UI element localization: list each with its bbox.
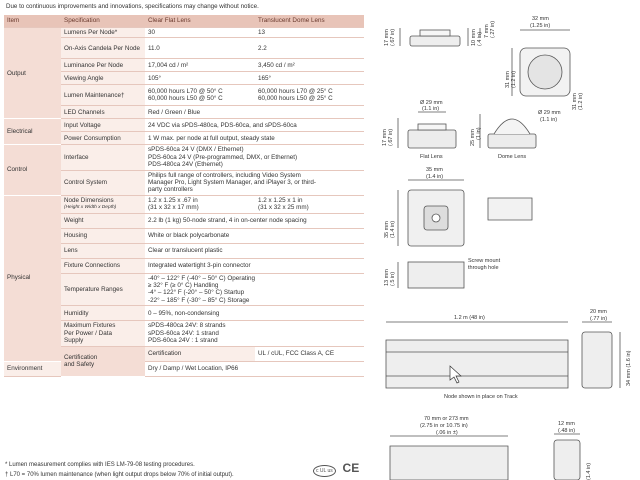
spec-value: 1 W max. per node at full output, steady state: [145, 132, 364, 145]
spec-line: ≥ 32° F (≥ 0° C) Handling: [148, 282, 219, 290]
spec-value-clear: [145, 195, 255, 213]
dim-label: (.4 in): [477, 31, 483, 46]
spec-value: Dry / Damp / Wet Location, IP66: [145, 361, 364, 376]
dim-label: 31 mm: [572, 93, 578, 110]
spec-line: -40° – 122° F (-40° – 50° C) Operating: [148, 274, 256, 282]
spec-value: 2.2 lb (1 kg) 50-node strand, 4 in on-center node spacing: [145, 213, 364, 228]
header-item: Item: [4, 15, 61, 28]
spec-value: 0 – 95%, non-condensing: [145, 306, 364, 321]
category-output: Output: [4, 28, 61, 119]
spec-line: (31 x 32 x 17 mm): [148, 204, 199, 212]
spec-label-max-fixtures: [61, 321, 145, 346]
spec-label: Interface: [61, 145, 145, 170]
dim-label: 7 mm: [484, 24, 490, 38]
spec-label: Certification: [145, 346, 255, 361]
spec-line: PDS-60ca 24 V (Pre-programmed, DMX, or Ethernet): [148, 153, 298, 161]
dimension-drawings: [368, 0, 640, 480]
spec-value-clear: 30: [145, 28, 255, 38]
flat-lens-side-view: [410, 36, 460, 46]
spec-label: Lumens Per Node*: [61, 28, 145, 38]
dim-label: (.67 in): [388, 128, 394, 146]
dim-label: (2.75 in or 10.75 in): [420, 423, 468, 429]
dim-label: 32 mm: [532, 16, 549, 22]
spec-label: Temperature Ranges: [61, 273, 145, 306]
spec-value-dome: 3,450 cd / m²: [255, 59, 364, 72]
spec-line: 60,000 hours L50 @ 25° C: [258, 95, 333, 103]
spec-value: White or black polycarbonate: [145, 228, 364, 243]
category-electrical: Electrical: [4, 119, 61, 145]
category-control: Control: [4, 145, 61, 195]
spec-change-notice: Due to continuous improvements and innovations, specifications may change without notice.: [6, 3, 259, 10]
spec-label: Control System: [61, 170, 145, 195]
spec-line: Philips full range of controllers, including Video System: [148, 171, 301, 179]
spec-label: Node Dimensions: [64, 196, 114, 204]
footnote-maintenance: † L70 = 70% lumen maintenance (when light output drops below 70% of initial output).: [5, 472, 234, 478]
dim-label: (1.4 in): [586, 462, 592, 480]
table-row: [4, 145, 364, 170]
spec-label: Supply: [64, 337, 84, 345]
dim-label: (1.4 in): [426, 174, 444, 180]
spec-line: 1.2 x 1.25 x 1 in: [258, 196, 303, 204]
dim-label: 12 mm: [558, 421, 575, 427]
track-end-view: [582, 332, 612, 388]
screw-note: Screw mount: [468, 258, 501, 264]
spec-value-clear: 11.0: [145, 38, 255, 59]
dim-label: 35 mm: [384, 221, 390, 238]
dim-label: (1.1 in): [540, 117, 558, 123]
dim-label: (1.25 in): [530, 23, 551, 29]
spec-line: sPDS-480ca 24V: 8 strands: [148, 322, 226, 330]
spec-value: 24 VDC via sPDS-480ca, PDS-60ca, and sPDS-60ca: [145, 119, 364, 132]
spec-line: Manager Pro, Light System Manager, and iPlayer 3, or third-: [148, 179, 316, 187]
track-note: Node shown in place on Track: [444, 394, 518, 400]
screw-note: through hole: [468, 265, 499, 271]
spec-line: 60,000 hours L70 @ 50° C: [148, 88, 223, 95]
table-header-row: [4, 15, 364, 28]
connector-end-view: [554, 440, 580, 480]
table-row: [4, 119, 364, 132]
spec-line: -22° – 185° F (-30° – 85° C) Storage: [148, 296, 250, 304]
spec-label: LED Channels: [61, 106, 145, 119]
spec-label: Luminance Per Node: [61, 59, 145, 72]
spec-line: sPDS-60ca 24V: 1 strand: [148, 329, 219, 337]
certification-marks: [313, 461, 359, 475]
spec-label: Housing: [61, 228, 145, 243]
dim-label: (1.4 in): [390, 220, 396, 238]
clip-side-view: [488, 198, 532, 220]
spec-label: Humidity: [61, 306, 145, 321]
spec-value: Clear or translucent plastic: [145, 243, 364, 258]
dim-label: (1 in): [476, 127, 482, 140]
spec-label-node-dimensions: [61, 195, 145, 213]
spec-value-dome: 13: [255, 28, 364, 38]
spec-label-note: (Height x Width x Depth): [64, 205, 117, 211]
spec-line: (31 x 32 x 25 mm): [258, 204, 309, 212]
flat-lens-drawing: [408, 130, 456, 148]
specifications-table: [4, 15, 364, 377]
track-drawing: [386, 340, 568, 388]
dim-label: (.67 in): [390, 28, 396, 46]
dim-label: (1.2 in): [511, 70, 517, 88]
spec-line: -4° – 122° F (-20° – 50° C) Startup: [148, 289, 245, 297]
dome-lens-label: Dome Lens: [498, 154, 527, 160]
dim-label: 31 mm: [505, 71, 511, 88]
header-clear-flat-lens: Clear Flat Lens: [145, 15, 255, 28]
table-row: [4, 361, 364, 376]
category-line: and Safety: [64, 361, 95, 368]
dim-label: (.06 in ±): [436, 430, 458, 436]
spec-label: Environment: [4, 361, 61, 376]
spec-value: UL / cUL, FCC Class A, CE: [255, 346, 364, 361]
spec-value-clear: 105°: [145, 72, 255, 85]
spec-label: Weight: [61, 213, 145, 228]
header-translucent-dome-lens: Translucent Dome Lens: [255, 15, 364, 28]
spec-line: PDS-480ca 24V (Ethernet): [148, 161, 223, 169]
spec-value-dome: 2.2: [255, 38, 364, 59]
dim-label: (1.1 in): [422, 106, 440, 112]
footnote-lumen: * Lumen measurement complies with IES LM-79-08 testing procedures.: [5, 462, 195, 468]
dim-label: 20 mm: [590, 309, 607, 315]
category-physical: Physical: [4, 195, 61, 361]
dim-label: 10 mm: [471, 29, 477, 46]
spec-value: Red / Green / Blue: [145, 106, 364, 119]
spec-value-dome: [255, 195, 364, 213]
dim-label: 13 mm: [384, 269, 390, 286]
spec-line: 1.2 x 1.25 x .67 in: [148, 196, 198, 204]
table-row: [4, 195, 364, 213]
spec-label: Input Voltage: [61, 119, 145, 132]
dim-label: 17 mm: [384, 29, 390, 46]
spec-line: PDS-60ca 24V : 1 strand: [148, 337, 218, 345]
spec-line: sPDS-60ca 24 V (DMX / Ethernet): [148, 146, 244, 154]
spec-label: Viewing Angle: [61, 72, 145, 85]
category-certification: [61, 346, 145, 376]
spec-label: Lumen Maintenance†: [61, 85, 145, 106]
dim-label: (.27 in): [490, 20, 496, 38]
dim-label: Ø 29 mm: [538, 110, 561, 116]
ce-mark-icon: CE: [342, 461, 360, 475]
spec-value-clear: 17,004 cd / m²: [145, 59, 255, 72]
spec-label: Power Consumption: [61, 132, 145, 145]
dim-label: (.48 in): [558, 428, 576, 434]
spec-value-max-fixtures: [145, 321, 364, 346]
spec-label: Lens: [61, 243, 145, 258]
spec-label: Maximum Fixtures: [64, 322, 116, 330]
mount-side-view: [408, 262, 464, 288]
dim-label: 17 mm: [382, 129, 388, 146]
dim-label: 25 mm: [470, 129, 476, 146]
spec-label: Fixture Connections: [61, 258, 145, 273]
table-row: [4, 28, 364, 38]
spec-label: Per Power / Data: [64, 329, 112, 337]
ul-listed-icon: c UL us: [313, 465, 336, 477]
spec-line: party controllers: [148, 186, 193, 194]
spec-value: Integrated watertight 3-pin connector: [145, 258, 364, 273]
dim-label: 34 mm (1.6 in): [626, 350, 632, 386]
dim-label: 1.2 m (48 in): [454, 315, 485, 321]
dim-label: (.77 in): [590, 316, 608, 322]
connector-drawing: [390, 446, 508, 480]
dome-lens-drawing: [488, 134, 536, 148]
spec-value-lumen-maintenance: [145, 85, 364, 106]
dim-label: (1.2 in): [578, 92, 584, 110]
dim-label: 70 mm or 273 mm: [424, 416, 469, 422]
spec-line: 60,000 hours L50 @ 50° C: [148, 95, 223, 103]
header-specification: Specification: [61, 15, 145, 28]
dim-label: Ø 29 mm: [420, 100, 443, 106]
category-line: Certification: [64, 353, 98, 361]
dim-label: (.5 in): [390, 271, 396, 286]
spec-value-dome: 165°: [255, 72, 364, 85]
spec-label: On-Axis Candela Per Node: [61, 38, 145, 59]
flat-lens-label: Flat Lens: [420, 154, 443, 160]
spec-value-temperature: [145, 273, 364, 306]
spec-line: 60,000 hours L70 @ 25° C: [258, 88, 333, 95]
spec-value-control-system: [145, 170, 364, 195]
dim-label: 35 mm: [426, 167, 443, 173]
spec-value-interface: [145, 145, 364, 170]
